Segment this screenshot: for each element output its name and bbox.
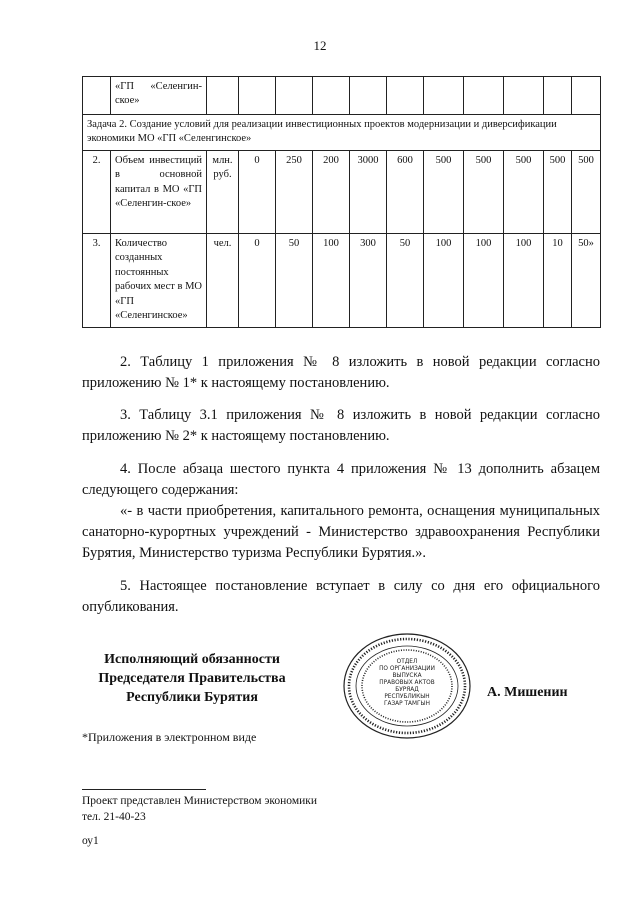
- value-cell: 600: [387, 150, 424, 233]
- row-number: 2.: [83, 150, 111, 233]
- svg-text:ГАЗАР ТАМГЫН: ГАЗАР ТАМГЫН: [383, 701, 431, 707]
- value-cell: 100: [504, 233, 544, 327]
- value-cell: 500: [544, 150, 572, 233]
- signature-title: Исполняющий обязанности Председателя Правительства Республики Бурятия: [98, 652, 286, 705]
- value-cell: 100: [424, 233, 464, 327]
- value-cell: 500: [504, 150, 544, 233]
- value-cell: 250: [276, 150, 313, 233]
- svg-text:БУРЯАД: БУРЯАД: [395, 687, 419, 693]
- row-name: «ГП «Селенгин-ское»: [111, 77, 207, 115]
- value-cell: 0: [239, 150, 276, 233]
- footer-code: оу1: [82, 835, 99, 847]
- value-cell: 500: [424, 150, 464, 233]
- official-seal: [342, 632, 472, 740]
- value-cell: 50»: [572, 233, 601, 327]
- footer: [82, 793, 317, 849]
- paragraph-4-quote: «- в части приобретения, капитального ремонта, оснащения муниципальных санаторно-курортных учреждений - Министерство здравоохранения Республики Бурятия, Министерство туризма Республики Бурятия.».: [82, 503, 600, 561]
- svg-text:ПО ОРГАНИЗАЦИИ: ПО ОРГАНИЗАЦИИ: [379, 666, 435, 672]
- paragraph-3: 3. Таблицу 3.1 приложения № 8 изложить в новой редакции согласно приложению № 2* к настоящему постановлению.: [82, 407, 600, 444]
- page-number: 12: [313, 38, 327, 53]
- paragraph-2: 2. Таблицу 1 приложения № 8 изложить в новой редакции согласно приложению № 1* к настоящему постановлению.: [82, 354, 600, 391]
- footer-phone: тел. 21-40-23: [82, 811, 146, 823]
- value-cell: 500: [572, 150, 601, 233]
- indicators-table: [82, 76, 601, 328]
- footer-author: Проект представлен Министерством экономики: [82, 795, 318, 807]
- row-name: Количество созданных постоянных рабочих мест в МО «ГП «Селенгинское»: [111, 233, 207, 327]
- value-cell: 50: [276, 233, 313, 327]
- value-cell: 100: [464, 233, 504, 327]
- value-cell: 0: [239, 233, 276, 327]
- value-cell: 300: [350, 233, 387, 327]
- row-name: Объем инвестиций в основной капитал в МО «ГП «Селенгин-ское»: [111, 150, 207, 233]
- svg-text:РЕСПУБЛИКЫН: РЕСПУБЛИКЫН: [384, 694, 430, 700]
- task-row: [83, 115, 601, 151]
- row-number: 3.: [83, 233, 111, 327]
- value-cell: 50: [387, 233, 424, 327]
- value-cell: 3000: [350, 150, 387, 233]
- paragraph-4: 4. После абзаца шестого пункта 4 приложения № 13 дополнить абзацем следующего содержания: «- в части приобретения, капитального ремонта, оснащения муниципальных санаторно-курортных учреждений - Министерство здравоохранения Республики Бурятия, Министерство туризма Республики Бурятия.».: [82, 461, 600, 561]
- value-cell: 500: [464, 150, 504, 233]
- paragraph-5: 5. Настоящее постановление вступает в силу со дня его официального опубликования.: [82, 578, 600, 615]
- svg-text:ВЫПУСКА: ВЫПУСКА: [392, 673, 422, 679]
- svg-text:ОТДЕЛ: ОТДЕЛ: [396, 659, 418, 665]
- value-cell: 200: [313, 150, 350, 233]
- signer-name: А. Мишенин: [487, 685, 568, 700]
- footnote-divider: [82, 789, 206, 790]
- value-cell: 100: [313, 233, 350, 327]
- row-unit: млн. руб.: [207, 150, 239, 233]
- table-row: [83, 150, 601, 233]
- row-unit: чел.: [207, 233, 239, 327]
- table-row: [83, 77, 601, 115]
- task-heading: Задача 2. Создание условий для реализации инвестиционных проектов модернизации и диверсификации экономики МО «ГП «Селенгинское»: [83, 115, 601, 151]
- svg-text:ПРАВОВЫХ АКТОВ: ПРАВОВЫХ АКТОВ: [379, 680, 435, 686]
- table-row: [83, 233, 601, 327]
- value-cell: 10: [544, 233, 572, 327]
- attachments-note: *Приложения в электронном виде: [82, 730, 257, 744]
